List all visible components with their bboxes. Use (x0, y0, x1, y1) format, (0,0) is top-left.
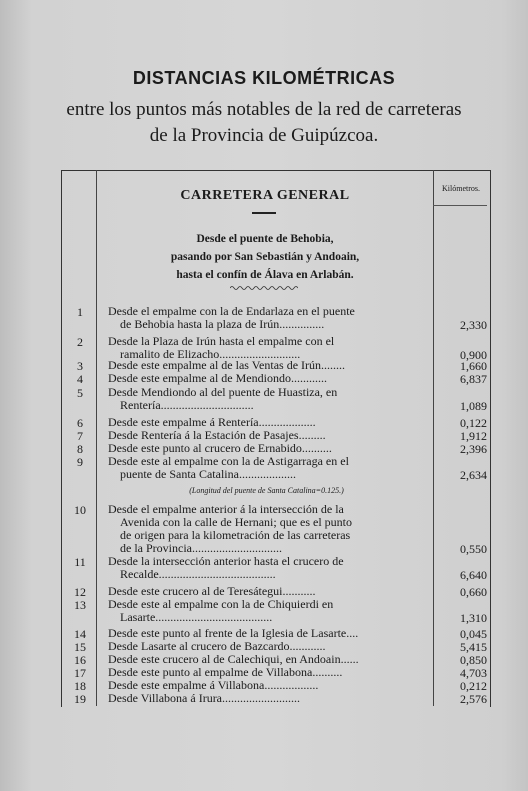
row-number: 3 (77, 359, 83, 373)
row-km-value: 0,850 (460, 653, 487, 667)
row-number: 13 (74, 598, 86, 612)
row-description-line: Desde este crucero al de Calechiqui, en Andoain...... (108, 652, 359, 666)
row-km-value: 2,330 (460, 318, 487, 332)
section-title-rule (252, 212, 276, 214)
row-description-line: Lasarte....................................... (120, 610, 273, 624)
row-km-value: 0,660 (460, 585, 487, 599)
km-header-rule (433, 205, 487, 206)
row-number: 12 (74, 585, 86, 599)
wavy-ornament (230, 285, 298, 291)
row-description-line: de Behobia hasta la plaza de Irún............... (120, 317, 325, 331)
route-line: hasta el confín de Álava en Arlabán. (176, 269, 354, 281)
row-description-line: de la Provincia.............................. (120, 541, 282, 555)
document-header (0, 68, 528, 149)
row-description-line: Desde el empalme anterior á la intersección de la (108, 502, 344, 516)
row-description-line: Desde este empalme á Rentería................... (108, 415, 316, 429)
row-km-value: 1,310 (460, 611, 487, 625)
row-km-value: 1,089 (460, 399, 487, 413)
row-number: 16 (74, 653, 86, 667)
row-km-value: 5,415 (460, 640, 487, 654)
row-description-line: de origen para la kilometración de las carreteras (120, 528, 351, 542)
row-description (108, 555, 433, 581)
row-km-value: 1,660 (460, 359, 487, 373)
row-number: 10 (74, 503, 86, 517)
row-km-value: 2,634 (460, 468, 487, 482)
row-number: 11 (74, 555, 86, 569)
row-number: 5 (77, 386, 83, 400)
section-title: CARRETERA GENERAL (180, 188, 350, 203)
document-subtitle-line-1: entre los puntos más notables de la red de carreteras (66, 99, 462, 120)
route-line: pasando por San Sebastián y Andoain, (170, 251, 360, 263)
row-description-line: Desde la intersección anterior hasta el crucero de (108, 554, 344, 568)
row-description-line: Desde este punto al crucero de Ernabido.......... (108, 441, 332, 455)
row-km-value: 6,640 (460, 568, 487, 582)
km-column-header: Kilómetros. (442, 184, 480, 193)
row-description-line: Desde este empalme á Villabona.................. (108, 678, 319, 692)
row-description-line: Avenida con la calle de Hernani; que es el punto (120, 515, 353, 529)
row-km-value: 0,212 (460, 679, 487, 693)
row-km-value: 0,550 (460, 542, 487, 556)
row-description-line: Desde este al empalme con la de Chiquierdi en (108, 597, 334, 611)
row-km-value: 0,122 (460, 416, 487, 430)
row-number: 2 (77, 335, 83, 349)
row-description-line: Desde Rentería á la Estación de Pasajes......... (108, 428, 326, 442)
row-km-value: 0,045 (460, 627, 487, 641)
route-description (97, 230, 433, 284)
row-description-line: Desde este empalme al de las Ventas de Irún........ (108, 358, 346, 372)
row-number: 14 (74, 627, 86, 641)
row-description-line: Desde Lasarte al crucero de Bazcardo............ (108, 639, 326, 653)
row-description (108, 455, 433, 481)
row-description-line: Desde este empalme al de Mendiondo............ (108, 371, 327, 385)
row-description-line: Desde este al empalme con la de Astigarraga en el (108, 454, 349, 468)
row-description-line: Recalde....................................... (120, 567, 276, 581)
row-number: 6 (77, 416, 83, 430)
row-number: 8 (77, 442, 83, 456)
row-number: 18 (74, 679, 86, 693)
row-description (108, 386, 433, 412)
row-number: 17 (74, 666, 86, 680)
row-number: 4 (77, 372, 83, 386)
row-description-line: Rentería............................... (120, 398, 254, 412)
document-subtitle-line-2: de la Provincia de Guipúzcoa. (149, 125, 379, 146)
km-column-divider (433, 170, 434, 706)
row-description-line: Desde la Plaza de Irún hasta el empalme con el (108, 334, 335, 348)
row-description (108, 598, 433, 624)
row-km-value: 2,576 (460, 692, 487, 706)
row-description-line: puente de Santa Catalina................... (120, 467, 296, 481)
row-km-value: 1,912 (460, 429, 487, 443)
row-km-value: 4,703 (460, 666, 487, 680)
route-line: Desde el puente de Behobia, (196, 233, 334, 245)
bridge-length-note: (Longitud del puente de Santa Catalina=0.125.) (189, 486, 344, 495)
row-description-line: Desde este crucero al de Teresátegui........... (108, 584, 316, 598)
row-number: 15 (74, 640, 86, 654)
row-description (108, 372, 433, 385)
row-number: 7 (77, 429, 83, 443)
row-description (108, 503, 433, 555)
row-description-line: Desde Mendiondo al del puente de Huastiza, en (108, 385, 338, 399)
row-description (108, 305, 433, 331)
row-number: 1 (77, 305, 83, 319)
document-title: DISTANCIAS KILOMÉTRICAS (132, 68, 396, 88)
row-km-value: 6,837 (460, 372, 487, 386)
row-km-value: 0,900 (460, 348, 487, 362)
row-number: 19 (74, 692, 86, 706)
row-description-line: ramalito de Elizacho........................... (120, 347, 301, 361)
row-description-line: Desde este punto al frente de la Iglesia de Lasarte.... (108, 626, 359, 640)
row-description (108, 692, 433, 705)
row-km-value: 2,396 (460, 442, 487, 456)
row-description-line: Desde Villabona á Irura.......................... (108, 691, 301, 705)
row-description-line: Desde este punto al empalme de Villabona.......... (108, 665, 343, 679)
row-number: 9 (77, 455, 83, 469)
row-description-line: Desde el empalme con la de Endarlaza en el puente (108, 304, 355, 318)
